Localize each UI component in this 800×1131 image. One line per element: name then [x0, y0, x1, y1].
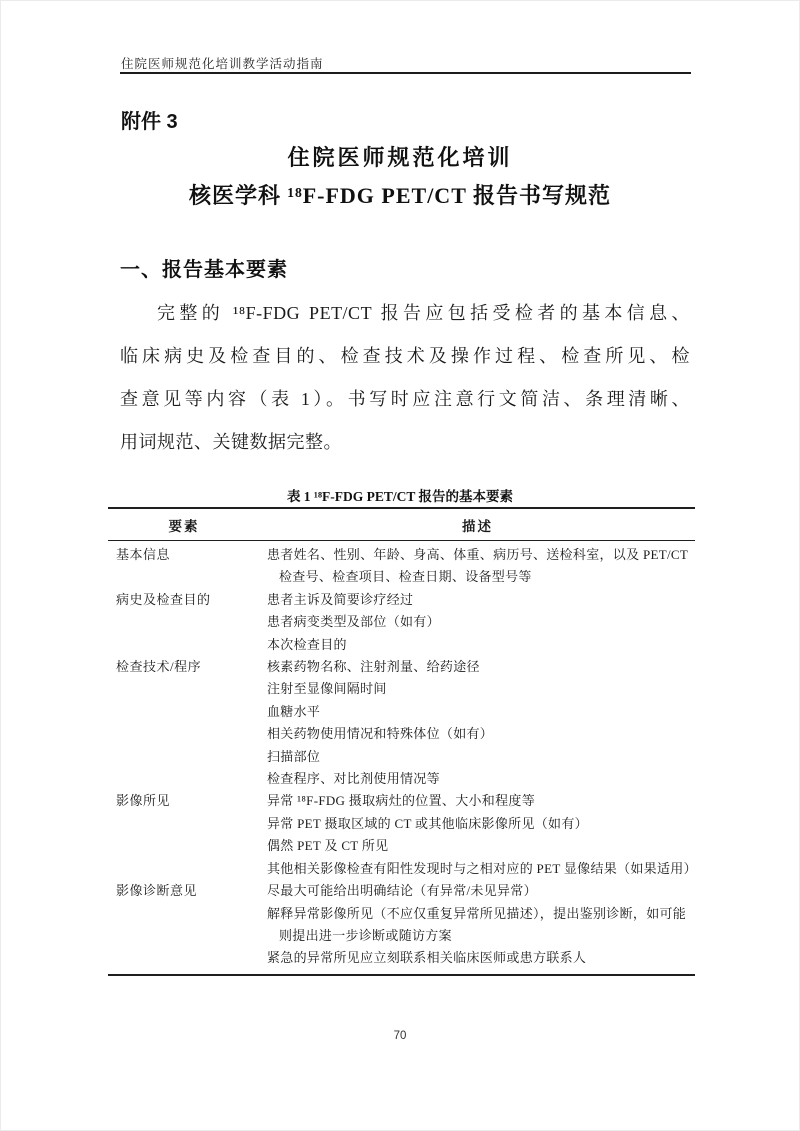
row-element-label: 检查技术/程序: [116, 659, 202, 675]
attachment-label: 附件 3: [121, 111, 178, 133]
header-rule: [120, 72, 691, 74]
paragraph-line: 临床病史及检查目的、检查技术及操作过程、检查所见、检: [120, 346, 690, 366]
table-row: [108, 656, 695, 790]
running-header-title: 住院医师规范化培训教学活动指南: [121, 57, 324, 71]
table-caption: 表 1 ¹⁸F-FDG PET/CT 报告的基本要素: [286, 489, 514, 504]
description-item: 本次检查目的: [267, 636, 347, 652]
row-description-list: [260, 790, 695, 880]
table-row: [108, 790, 695, 880]
body-paragraph: [120, 292, 690, 464]
description-item: 患者姓名、性别、年龄、身高、体重、病历号、送检科室，以及 PET/CT 检查号、检查项目、检查日期、设备型号等: [267, 547, 688, 585]
description-item: 扫描部位: [267, 748, 321, 764]
table-header-row: [108, 509, 695, 541]
paragraph-line: 查意见等内容（表 1）。书写时应注意行文简洁、条理清晰、: [120, 389, 690, 409]
description-item: 异常 ¹⁸F-FDG 摄取病灶的位置、大小和程度等: [267, 793, 535, 809]
document-title-line1: 住院医师规范化培训: [287, 145, 513, 170]
column-header-description: 描述: [462, 518, 493, 534]
row-description-list: [260, 544, 695, 589]
description-item: 患者病变类型及部位（如有）: [267, 614, 440, 630]
description-item: 偶然 PET 及 CT 所见: [267, 838, 389, 854]
description-item: 核素药物名称、注射剂量、给药途径: [267, 659, 480, 675]
report-elements-table: [108, 507, 695, 976]
table-row: [108, 544, 695, 589]
description-item: 检查程序、对比剂使用情况等: [267, 771, 440, 787]
table-body: [108, 541, 695, 974]
description-item: 血糖水平: [267, 703, 321, 719]
paragraph-line: 完整的 ¹⁸F-FDG PET/CT 报告应包括受检者的基本信息、: [157, 303, 690, 323]
page-number: 70: [393, 1030, 407, 1042]
column-header-element: 要素: [168, 518, 200, 534]
paragraph-line: 用词规范、关键数据完整。: [120, 432, 342, 452]
description-item: 异常 PET 摄取区域的 CT 或其他临床影像所见（如有）: [267, 815, 588, 831]
row-element-label: 基本信息: [116, 547, 171, 562]
description-item: 紧急的异常所见应立刻联系相关临床医师或患方联系人: [267, 950, 587, 966]
description-item: 尽最大可能给出明确结论（有异常/未见异常）: [267, 883, 537, 899]
description-item: 解释异常影像所见（不应仅重复异常所见描述），提出鉴别诊断，如可能则提出进一步诊断或随访方案: [267, 905, 687, 943]
document-title-line2: 核医学科 ¹⁸F-FDG PET/CT 报告书写规范: [189, 183, 611, 208]
description-item: 其他相关影像检查有阳性发现时与之相对应的 PET 显像结果（如果适用）: [267, 860, 697, 876]
row-description-list: [260, 880, 695, 970]
section-heading: 一、报告基本要素: [120, 259, 288, 281]
description-item: 患者主诉及简要诊疗经过: [267, 591, 414, 607]
description-item: 注射至显像间隔时间: [267, 681, 387, 697]
description-item: 相关药物使用情况和特殊体位（如有）: [267, 726, 494, 742]
table-row: [108, 589, 695, 656]
row-element-label: 影像所见: [116, 793, 171, 809]
row-element-label: 影像诊断意见: [116, 883, 198, 899]
row-description-list: [260, 589, 695, 656]
row-description-list: [260, 656, 695, 790]
row-element-label: 病史及检查目的: [116, 591, 211, 607]
table-row: [108, 880, 695, 970]
